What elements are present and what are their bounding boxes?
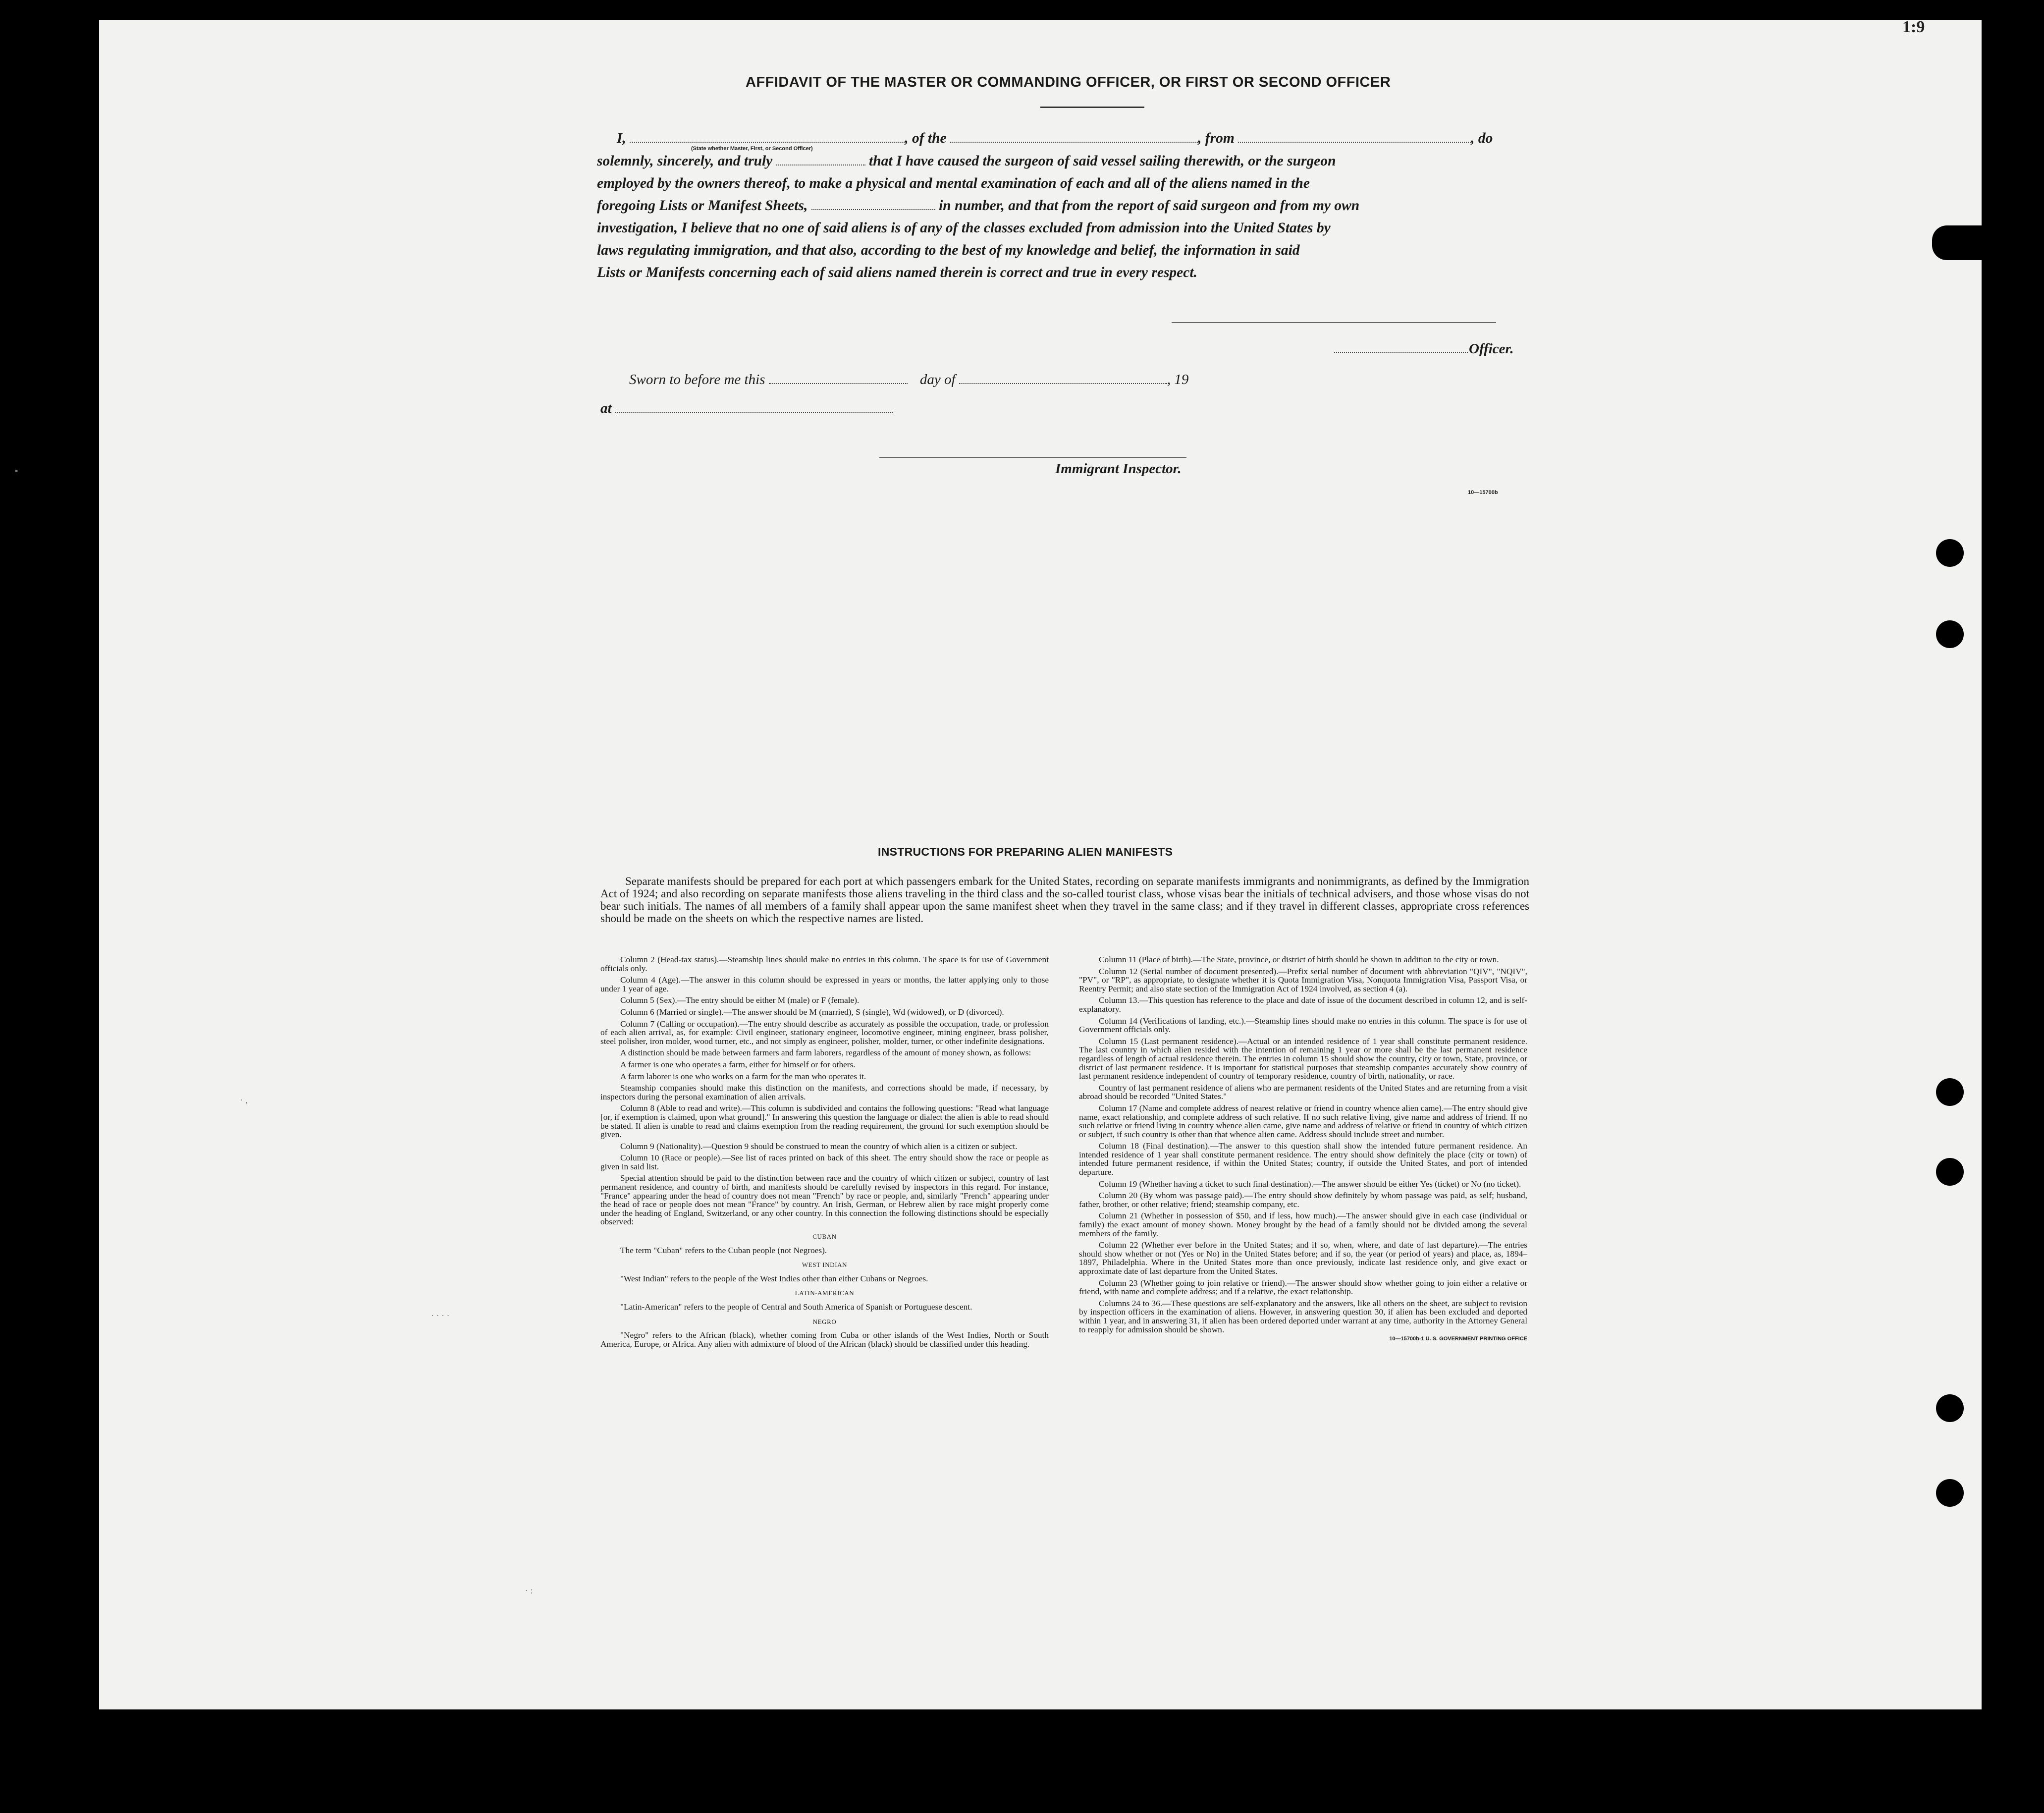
edge-specks: · : — [525, 1586, 533, 1595]
instruction-paragraph: Column 7 (Calling or occupation).—The entry should describe as accurately as possible the occupation, trade, or profession of each alien arrival, as, for example: Civil engineer, stationary engineer, locomotive engineer, mining engineer, brass polisher, steel polisher, iron molder, wood turner, etc., and not simply as engineer, polisher, molder, turner, or other indefinite designations. — [600, 1019, 1049, 1046]
rank-note: (State whether Master, First, or Second Officer) — [691, 146, 813, 152]
sheet-count-blank[interactable] — [811, 198, 935, 210]
affidavit-line-4: foregoing Lists or Manifest Sheets, in number, and that from the report of said surgeon and from my own — [597, 198, 1360, 214]
instruction-paragraph: Steamship companies should make this distinction on the manifests, and corrections should be made, if necessary, by inspectors during the personal examination of alien arrivals. — [600, 1083, 1049, 1101]
at-line: at — [600, 400, 893, 417]
affidavit-line-6: laws regulating immigration, and that also, according to the best of my knowledge and belief, the information in said — [597, 242, 1300, 258]
instruction-paragraph: Column 2 (Head-tax status).—Steamship lines should make no entries in this column. The space is for use of Government officials only. — [600, 955, 1049, 973]
latin-american-definition: "Latin-American" refers to the people of Central and South America of Spanish or Portuguese descent. — [620, 1302, 972, 1312]
inspector-signature-line[interactable] — [879, 457, 1186, 458]
heading-cuban: CUBAN — [812, 1233, 837, 1241]
instruction-paragraph: Column 23 (Whether going to join relative or friend).—The answer should show whether going to join either a relative or friend, with name and complete address; and if a relative, the exact relationship. — [1079, 1278, 1527, 1297]
affidavit-line-2: solemnly, sincerely, and truly that I have caused the surgeon of said vessel sailing therewith, or the surgeon — [597, 153, 1336, 169]
sworn-day-blank[interactable] — [769, 372, 908, 384]
instruction-paragraph: Column 22 (Whether ever before in the United States; and if so, when, where, and date of last departure).—The entries should show whether or not (Yes or No) in the United States before; and if so, the year (or period of years) and place, as, 1894–1897, Philadelphia. Where in the United States more than once previously, indicate last residence only, and give exact or approximate date of last departure from the United States. — [1079, 1240, 1527, 1276]
oath-blank[interactable] — [776, 154, 865, 165]
punch-hole — [1936, 1158, 1964, 1186]
heading-latin-american: LATIN-AMERICAN — [795, 1289, 855, 1297]
instruction-paragraph: A farmer is one who operates a farm, either for himself or for others. — [620, 1059, 856, 1069]
edge-specks: · , — [240, 1095, 248, 1105]
instruction-paragraph: Column 19 (Whether having a ticket to such final destination).—The answer should be either Yes (ticket) or No (no ticket). — [1099, 1179, 1521, 1189]
instruction-paragraph: Column 21 (Whether in possession of $50, and if less, how much).—The answer should give in each case (individual or family) the exact amount of money shown. Money brought by the head of a family should not be divided among the several members of the family. — [1079, 1211, 1527, 1238]
instruction-paragraph: Column 8 (Able to read and write).—This column is subdivided and contains the following questions: "Read what language [or, if exemption is claimed, upon what ground]." In answering this question the language or dialect the alien is able to read should be stated. If alien is unable to read and claims exemption from the reading requirement, the ground for such exemption should be given. — [600, 1103, 1049, 1140]
instruction-paragraph: Column 9 (Nationality).—Question 9 should be construed to mean the country of which alien is a citizen or subject. — [620, 1141, 1018, 1151]
corner-stamp: 1:9 — [1902, 18, 1925, 36]
officer-name-blank[interactable] — [1334, 341, 1468, 353]
inspector-label: Immigrant Inspector. — [1055, 461, 1182, 477]
instruction-paragraph: Column 13.—This question has reference to the place and date of issue of the document described in column 12, and is self-explanatory. — [1079, 995, 1527, 1014]
instruction-paragraph: Column 11 (Place of birth).—The State, province, or district of birth should be shown in addition to the city or town. — [1099, 955, 1499, 964]
edge-specks: ▪ — [15, 466, 18, 476]
officer-label: Officer. — [1469, 341, 1514, 357]
cuban-definition: The term "Cuban" refers to the Cuban people (not Negroes). — [620, 1245, 827, 1255]
instruction-paragraph: Column 15 (Last permanent residence).—Actual or an intended residence of 1 year shall constitute permanent residence. The last country in which alien resided with the intention of remaining 1 year or more shall be the last permanent residence regardless of length of actual residence therein. The entries in column 15 should show the country, city or town, State, province, or district of last permanent residence. It is important for statistical purposes that steamship companies accurately show country of last permanent residence independent of country of temporary residence, country of birth, nationality, or race. — [1079, 1036, 1527, 1081]
instruction-paragraph: Column 4 (Age).—The answer in this column should be expressed in years or months, the latter applying only to those under 1 year of age. — [600, 975, 1049, 993]
affidavit-line-3: employed by the owners thereof, to make a physical and mental examination of each and all of the aliens named in the — [597, 175, 1310, 191]
title-underline — [1040, 107, 1144, 108]
sworn-month-blank[interactable] — [959, 372, 1167, 384]
sworn-place-blank[interactable] — [615, 401, 893, 413]
instructions-intro: Separate manifests should be prepared for each port at which passengers embark for the United States, recording on separate manifests immigrants and nonimmigrants, as defined by the Immigration Act of 1924; and also recording on separate manifests those aliens traveling in the third class and the so-called tourist class, whose visas bear the initials of technical advisers, and those whose visas do not bear such initials. The names of all members of a family shall appear upon the same manifest sheet when they travel in the same class; and if they travel in different classes, appropriate cross references should be made on the sheets on which the respective names are listed. — [600, 875, 1529, 925]
punch-hole — [1936, 1078, 1964, 1106]
affidavit-line-5: investigation, I believe that no one of said aliens is of any of the classes excluded from admission into the United States by — [597, 220, 1331, 236]
officer-rank-blank[interactable] — [630, 131, 905, 143]
punch-hole — [1936, 539, 1964, 567]
affidavit-line-7: Lists or Manifests concerning each of said aliens named therein is correct and true in every respect. — [597, 265, 1197, 280]
instruction-paragraph: Special attention should be paid to the distinction between race and the country of which citizen or subject, country of last permanent residence, and country of birth, and manifests should be carefully revised by inspectors in this regard. For instance, "France" appearing under the head of country does not mean "French" by race or people, and, similarly "French" appearing under the head of race or people does not mean "France" by country. An Irish, German, or Hebrew alien by race might properly come under the heading of England, Switzerland, or any other country. In this connection the following distinctions should be especially observed: — [600, 1173, 1049, 1227]
sworn-line: Sworn to before me this day of , 19 — [629, 372, 1189, 387]
officer-signature-line[interactable] — [1172, 322, 1496, 323]
heading-negro: NEGRO — [812, 1318, 837, 1325]
instructions-title: INSTRUCTIONS FOR PREPARING ALIEN MANIFESTS — [878, 845, 1173, 858]
edge-specks: · · · · — [431, 1311, 450, 1320]
port-from-blank[interactable] — [1238, 131, 1471, 143]
instruction-paragraph: Column 12 (Serial number of document presented).—Prefix serial number of document with abbreviation "QIV", "NQIV", "PV", or "RP", as appropriate, to designate whether it is Quota Immigration Visa, Nonquota Immigration Visa, Passport Visa, or Reentry Permit; and also state section of the Immigration Act of 1924 involved, as section 4 (a). — [1079, 966, 1527, 993]
instruction-paragraph: Column 6 (Married or single).—The answer should be M (married), S (single), Wd (widowed), or D (divorced). — [620, 1007, 1004, 1017]
instruction-paragraph: A distinction should be made between farmers and farm laborers, regardless of the amount of money shown, as follows: — [620, 1048, 1031, 1058]
instruction-paragraph: Columns 24 to 36.—These questions are self-explanatory and the answers, like all others on the sheet, are subject to revision by inspection officers in the examination of aliens. However, in answering question 30, if alien has been excluded and deported within 1 year, and in answering 31, if alien has been ordered deported under warrant at any time, authority in the Attorney General to reapply for admission should be shown. — [1079, 1298, 1527, 1334]
west-indian-definition: "West Indian" refers to the people of the West Indies other than either Cubans or Negroes. — [620, 1273, 928, 1283]
punch-hole — [1936, 1394, 1964, 1422]
instructions-right-column — [1079, 955, 1527, 1344]
heading-west-indian: WEST INDIAN — [802, 1261, 848, 1269]
affidavit-title: AFFIDAVIT OF THE MASTER OR COMMANDING OFFICER, OR FIRST OR SECOND OFFICER — [746, 74, 1391, 90]
instruction-paragraph: Column 14 (Verifications of landing, etc.).—Steamship lines should make no entries in this column. The space is for use of Government officials only. — [1079, 1016, 1527, 1035]
instruction-paragraph: Column 17 (Name and complete address of nearest relative or friend in country whence alien came).—The entry should give name, exact relationship, and complete address of such relative. If no such relative living, give name and address of friend. If no such relative or friend living in country whence alien came, give name and address of relative or friend in country of which citizen or subject, if such country is other than that whence alien came. Address should include street and number. — [1079, 1103, 1527, 1139]
instruction-paragraph: Column 5 (Sex).—The entry should be either M (male) or F (female). — [620, 995, 860, 1005]
form-number: 10—15700b — [1468, 490, 1498, 495]
instructions-left-column — [600, 955, 1049, 1351]
instruction-paragraph: Column 10 (Race or people).—See list of races printed on back of this sheet. The entry should show the race or people as given in said list. — [600, 1153, 1049, 1171]
printer-line: 10—15700b-1 U. S. GOVERNMENT PRINTING OFFICE — [1389, 1336, 1527, 1342]
affidavit-line-1: I, , of the , from , do — [617, 130, 1493, 146]
instruction-paragraph: A farm laborer is one who works on a farm for the man who operates it. — [620, 1071, 866, 1081]
negro-definition: "Negro" refers to the African (black), whether coming from Cuba or other islands of the West Indies, North or South America, Europe, or Africa. Any alien with admixture of blood of the African (black) should be classified under this heading. — [600, 1330, 1049, 1349]
punch-hole — [1936, 1479, 1964, 1507]
instruction-paragraph: Country of last permanent residence of aliens who are permanent residents of the United States and are returning from a visit abroad should be recorded "United States." — [1079, 1083, 1527, 1101]
vessel-name-blank[interactable] — [950, 131, 1198, 143]
instruction-paragraph: Column 18 (Final destination).—The answer to this question shall show the intended future permanent residence. An intended residence of 1 year shall constitute permanent residence. The entry should show definitely the place (city or town) of intended future permanent residence, if within the United States; country, if outside the United States, and port of intended departure. — [1079, 1141, 1527, 1177]
punch-hole — [1936, 620, 1964, 648]
binder-clip — [1932, 225, 1987, 260]
instruction-paragraph: Column 20 (By whom was passage paid).—The entry should show definitely by whom passage was paid, as self; husband, father, brother, or other relative; friend; steamship company, etc. — [1079, 1191, 1527, 1209]
